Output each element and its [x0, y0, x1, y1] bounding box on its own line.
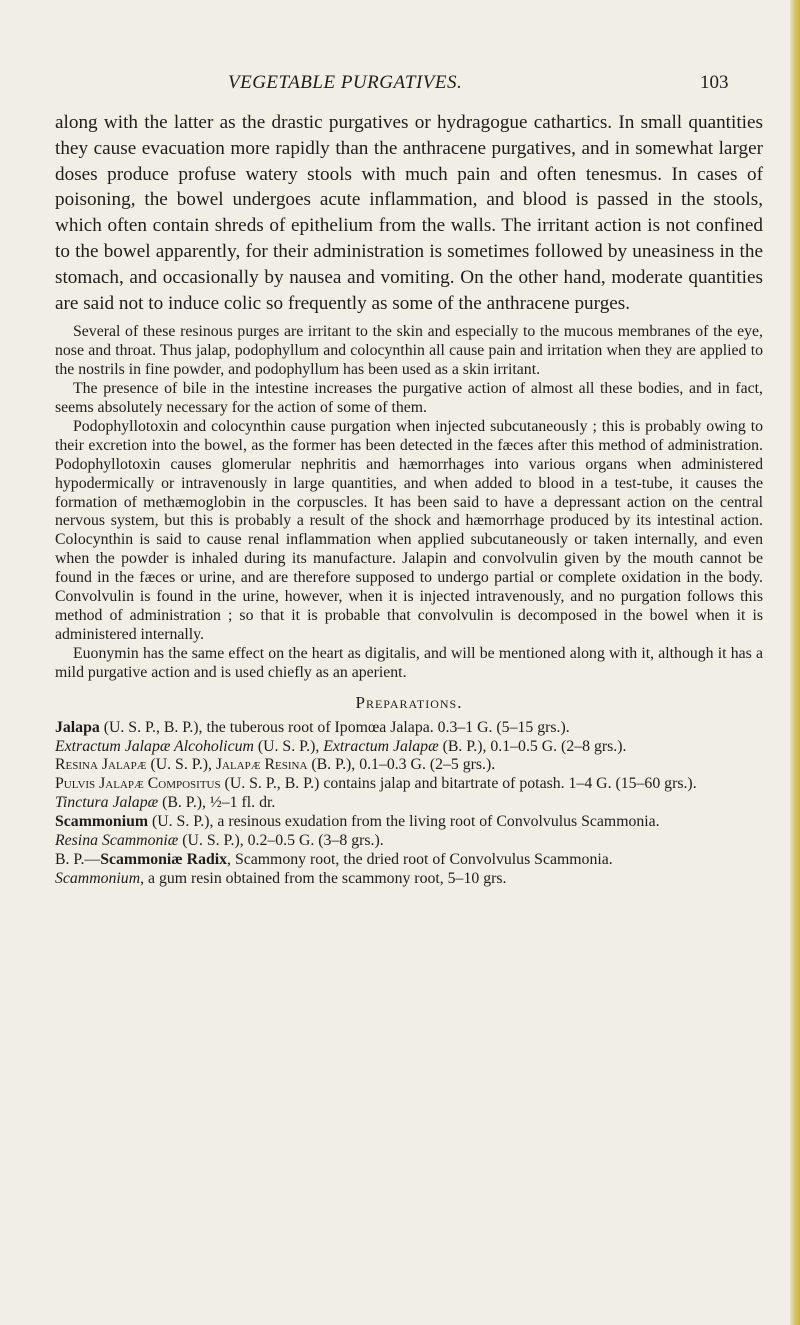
paragraph-skin-irritation: Several of these resinous purges are irritant to the skin and especially to the mucous membranes of the eye, nose and throat. Thus jalap, podophyllum and colocynthin all cause pain and irritation when they are applied to the nostrils in fine powder, and podophyllum has been used as a skin irritant.	[55, 323, 763, 379]
prep-text: (U. S. P., B. P.), the tuberous root of Ipomœa Jalapa. 0.3–1 G. (5–15 grs.).	[99, 718, 570, 736]
prep-name: Scammoniæ Radix	[100, 850, 228, 868]
prep-resina-scammoniae	[55, 832, 763, 851]
prep-text: (U. S. P.),	[146, 756, 216, 774]
prep-text: , a gum resin obtained from the scammony root, 5–10 grs.	[140, 869, 507, 887]
prep-name: Tinctura Jalapæ	[55, 794, 159, 812]
page-header	[0, 72, 790, 96]
page-edge	[790, 0, 800, 1325]
prep-tinctura-jalapae	[55, 794, 763, 813]
prep-text: , Scammony root, the dried root of Convolvulus Scammonia.	[227, 850, 613, 868]
running-title: VEGETABLE PURGATIVES.	[228, 72, 463, 93]
prep-resina-jalapae	[55, 756, 763, 775]
prep-extractum-jalapae	[55, 738, 763, 757]
prep-name: Resina Scammoniæ	[55, 832, 179, 850]
prep-text: (U. S. P.), 0.2–0.5 G. (3–8 grs.).	[178, 832, 384, 850]
prep-text: (B. P.), ½–1 fl. dr.	[158, 794, 276, 812]
paragraph-euonymin: Euonymin has the same effect on the heart as digitalis, and will be mentioned along with it, although it has a mild purgative action and is used chiefly as an aperient.	[55, 644, 763, 681]
prep-name: Jalapæ Resina	[215, 756, 308, 774]
prep-name: Pulvis Jalapæ Compositus	[55, 775, 221, 793]
prep-name: Extractum Jalapæ Alcoholicum	[55, 737, 254, 755]
paragraph-drastic-purgatives: along with the latter as the drastic purgatives or hydragogue cathartics. In small quantities they cause evacuation more rapidly than the anthracene purgatives, and in somewhat larger doses produce profuse watery stools with much pain and often tenesmus. In cases of poisoning, the bowel undergoes acute inflammation, and blood is passed in the stools, which often contain shreds of epithelium from the walls. The irritant action is not confined to the bowel apparently, for their administration is sometimes followed by uneasiness in the stomach, and occasionally by nausea and vomiting. On the other hand, moderate quantities are said not to induce colic so frequently as some of the anthracene purges.	[55, 112, 763, 314]
prep-text: (U. S. P.),	[253, 737, 324, 755]
prep-name: Extractum Jalapæ	[323, 737, 439, 755]
prep-name: Jalapa	[55, 718, 100, 736]
prep-scammonium-bp	[55, 870, 763, 889]
prep-text: (B. P.), 0.1–0.5 G. (2–8 grs.).	[438, 737, 627, 755]
prep-name: Scammonium	[55, 869, 141, 887]
prep-scammoniae-radix	[55, 851, 763, 870]
paragraph-bile: The presence of bile in the intestine increases the purgative action of almost all these bodies, and in fact, seems absolutely necessary for the action of some of them.	[55, 380, 763, 416]
prep-name: Scammonium	[55, 813, 149, 831]
prep-pulvis-jalapae	[55, 775, 763, 794]
prep-prefix: B. P.—	[55, 850, 101, 868]
prep-name: Resina Jalapæ	[55, 756, 147, 774]
prep-text: (U. S. P., B. P.) contains jalap and bitartrate of potash. 1–4 G. (15–60 grs.).	[220, 775, 697, 793]
prep-jalapa	[55, 719, 763, 738]
prep-text: (B. P.), 0.1–0.3 G. (2–5 grs.).	[307, 756, 496, 774]
page-number: 103	[700, 72, 729, 93]
paragraph-podophyllotoxin: Podophyllotoxin and colocynthin cause purgation when injected subcutaneously ; this is probably owing to their excretion into the bowel, as the former has been detected in the fæces after this method of administration. Podophyllotoxin causes glomerular nephritis and hæmorrhages into various organs when administered hypodermically or intravenously in large quantities, and when added to blood in a test-tube, it causes the formation of methæmoglobin in the corpuscles. It has been said to have a depressant action on the central nervous system, but this is probably a result of the shock and hæmorrhage produced by its intestinal action. Colocynthin is said to cause renal inflammation when applied subcutaneously or taken internally, and even when the powder is inhaled during its manufacture. Jalapin and convolvulin given by the mouth cannot be found in the fæces or urine, and are therefore supposed to undergo partial or complete oxidation in the body. Convolvulin is found in the urine, however, when it is injected intravenously, and no purgation follows this method of administration ; so that it is probable that convolvulin is decomposed in the bowel when it is administered internally.	[55, 417, 763, 643]
page-body	[55, 110, 763, 889]
prep-text: (U. S. P.), a resinous exudation from the living root of Convolvulus Scammonia.	[148, 813, 660, 831]
preparations-heading: Preparations.	[355, 692, 463, 712]
prep-scammonium	[55, 813, 763, 832]
